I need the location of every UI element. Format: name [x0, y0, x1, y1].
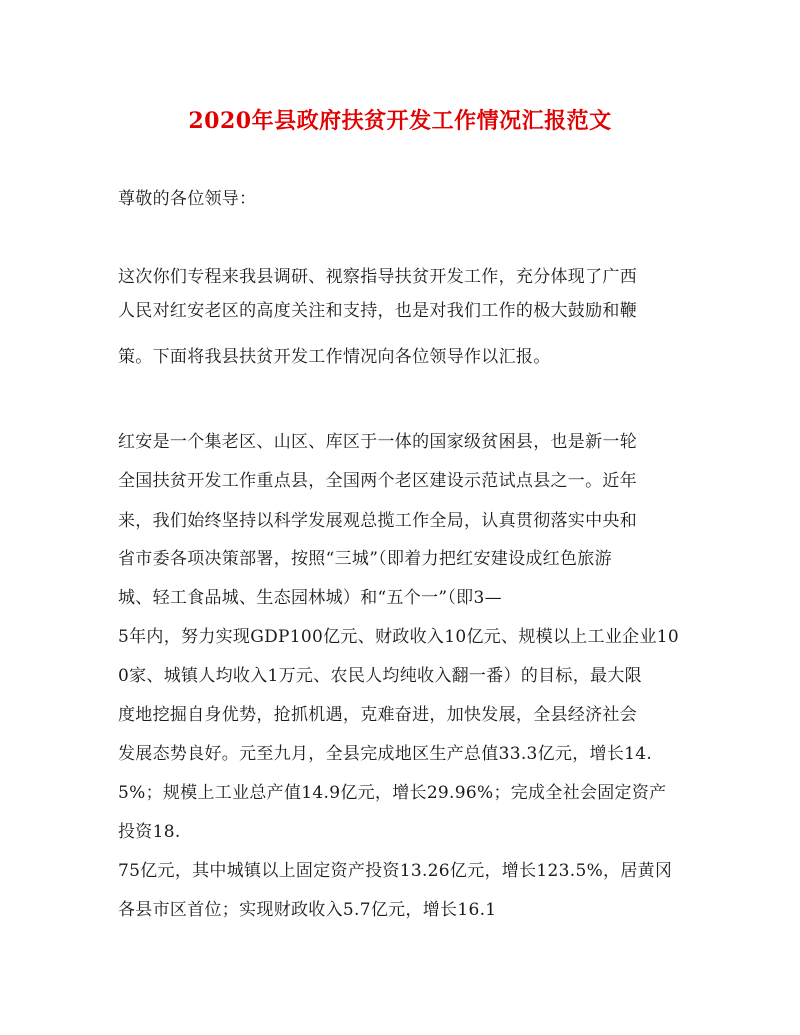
paragraph-line: 0家、城镇人均收入1万元、农民人均纯收入翻一番）的目标，最大限 — [118, 666, 642, 686]
paragraph-line: 各县市区首位；实现财政收入5.7亿元，增长16.1 — [118, 900, 497, 920]
paragraph-line: 75亿元，其中城镇以上固定资产投资13.26亿元，增长123.5%，居黄冈 — [118, 861, 673, 881]
paragraph-line: 人民对红安老区的高度关注和支持，也是对我们工作的极大鼓励和鞭 — [118, 301, 637, 321]
document-title: 2020年县政府扶贫开发工作情况汇报范文 — [188, 108, 612, 134]
paragraph-line: 城、轻工食品城、生态园林城）和“五个一”（即3— — [118, 588, 502, 608]
paragraph-line: 来，我们始终坚持以科学发展观总揽工作全局，认真贯彻落实中央和 — [118, 511, 637, 531]
salutation: 尊敬的各位领导： — [118, 189, 257, 209]
paragraph-line: 度地挖掘自身优势，抢抓机遇，克难奋进，加快发展，全县经济社会 — [118, 705, 637, 725]
paragraph-line: 发展态势良好。元至九月，全县完成地区生产总值33.3亿元，增长14. — [118, 744, 653, 764]
paragraph-line: 这次你们专程来我县调研、视察指导扶贫开发工作，充分体现了广西 — [118, 267, 637, 287]
paragraph-line: 策。下面将我县扶贫开发工作情况向各位领导作以汇报。 — [118, 347, 551, 367]
paragraph-line: 红安是一个集老区、山区、库区于一体的国家级贫困县，也是新一轮 — [118, 432, 637, 452]
paragraph-line: 投资18. — [118, 822, 181, 842]
paragraph-line: 5年内，努力实现GDP100亿元、财政收入10亿元、规模以上工业企业10 — [118, 627, 679, 647]
paragraph-line: 省市委各项决策部署，按照“三城”（即着力把红安建设成红色旅游 — [118, 549, 612, 569]
paragraph-line: 5%；规模上工业总产值14.9亿元，增长29.96%；完成全社会固定资产 — [118, 783, 667, 803]
paragraph-line: 全国扶贫开发工作重点县，全国两个老区建设示范试点县之一。近年 — [118, 471, 637, 491]
